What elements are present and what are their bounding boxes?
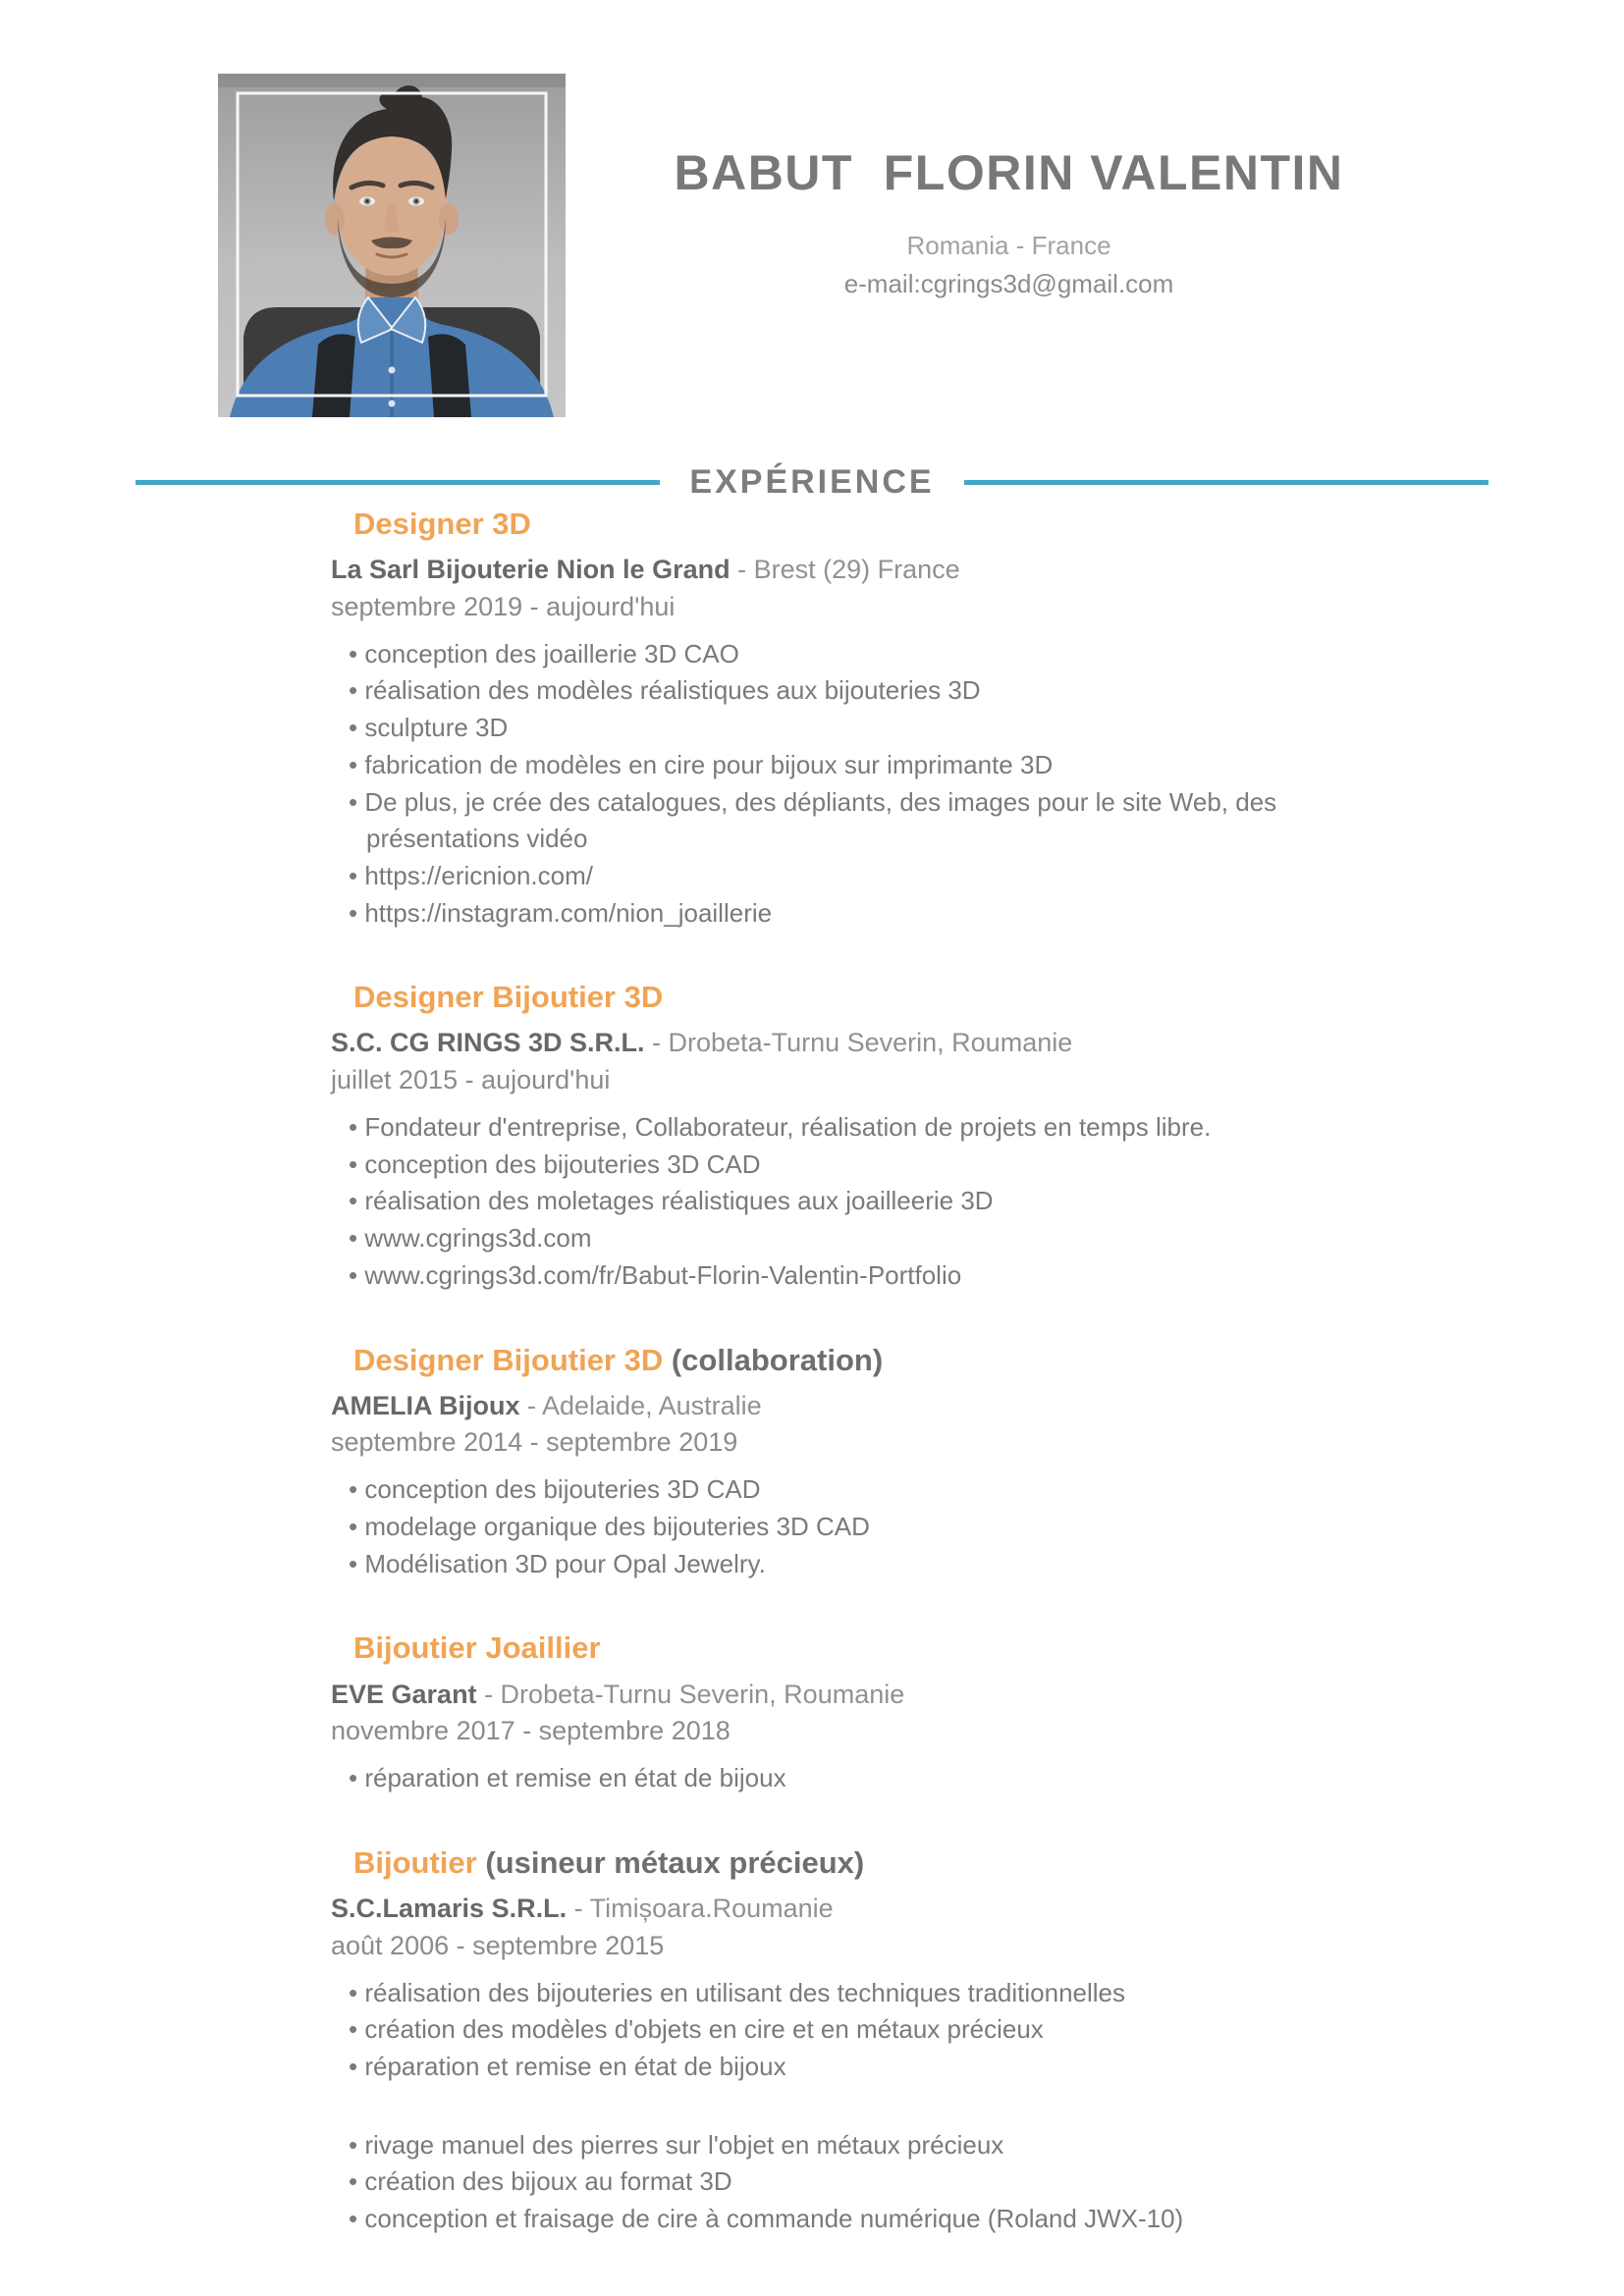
date-range: septembre 2014 - septembre 2019 <box>331 1427 738 1458</box>
company-line <box>331 1388 1524 1425</box>
bullet-item: • Modélisation 3D pour Opal Jewelry. <box>349 1546 1524 1583</box>
bullet-list <box>331 1975 1524 2086</box>
experience-section-title: EXPÉRIENCE <box>689 463 935 501</box>
bullet-item: • modelage organique des bijouteries 3D CAD <box>349 1509 1524 1546</box>
job-section <box>331 979 1524 1294</box>
company-line <box>331 1677 1524 1714</box>
job-title <box>353 1629 1524 1666</box>
email-text: e-mail:cgrings3d@gmail.com <box>843 269 1174 299</box>
bullet-list-extra <box>331 2127 1524 2238</box>
company-line <box>331 1025 1524 1062</box>
job-title-text: Bijoutier Joaillier <box>353 1630 601 1666</box>
candidate-name: BABUT FLORIN VALENTIN <box>674 145 1344 200</box>
bullet-item-link: • www.cgrings3d.com <box>349 1220 1524 1257</box>
divider-line-left <box>135 480 660 485</box>
experience-divider <box>135 463 1489 502</box>
company-location: - Adelaide, Australie <box>519 1390 762 1420</box>
header-block <box>643 145 1375 301</box>
job-title <box>353 1342 1524 1378</box>
company-location: - Brest (29) France <box>730 555 960 585</box>
bullet-item: • conception et fraisage de cire à commande numérique (Roland JWX-10) <box>349 2201 1524 2238</box>
bullet-item: • De plus, je crée des catalogues, des dépliants, des images pour le site Web, des présentations vidéo <box>349 784 1330 858</box>
bullet-list <box>331 1760 1524 1797</box>
bullet-item: • Fondateur d'entreprise, Collaborateur, réalisation de projets en temps libre. <box>349 1109 1524 1147</box>
bullet-list <box>331 636 1330 933</box>
job-title <box>353 1844 1524 1881</box>
company-name: EVE Garant <box>331 1679 477 1709</box>
bullet-item-link: • www.cgrings3d.com/fr/Babut-Florin-Valentin-Portfolio <box>349 1257 1524 1295</box>
experience-content <box>331 506 1524 2285</box>
job-section <box>331 1844 1524 2238</box>
company-line <box>331 552 1524 589</box>
date-range: juillet 2015 - aujourd'hui <box>331 1065 611 1095</box>
bullet-item: • réparation et remise en état de bijoux <box>349 2049 1524 2086</box>
company-location: - Drobeta-Turnu Severin, Roumanie <box>644 1028 1073 1058</box>
job-section <box>331 1629 1524 1796</box>
bullet-item: • création des modèles d'objets en cire et en métaux précieux <box>349 2011 1524 2049</box>
location-text: Romania - France <box>906 230 1111 260</box>
job-title-text: Designer Bijoutier 3D <box>353 980 664 1015</box>
job-title-text: Designer Bijoutier 3D <box>353 1342 664 1377</box>
bullet-list <box>331 1471 1524 1582</box>
bullet-item: • sculpture 3D <box>349 710 1330 747</box>
job-title-suffix: (usineur métaux précieux) <box>476 1844 865 1880</box>
company-name: La Sarl Bijouterie Nion le Grand <box>331 555 731 585</box>
bullet-item-link: • https://instagram.com/nion_joaillerie <box>349 895 1330 933</box>
company-location: - Drobeta-Turnu Severin, Roumanie <box>476 1679 905 1709</box>
portrait-illustration <box>218 74 566 417</box>
job-section <box>331 506 1524 932</box>
bullet-item-link: • https://ericnion.com/ <box>349 858 1330 895</box>
job-title <box>353 506 1524 542</box>
job-title-text: Designer 3D <box>353 507 531 541</box>
bullet-item: • fabrication de modèles en cire pour bijoux sur imprimante 3D <box>349 747 1330 784</box>
job-section <box>331 1342 1524 1583</box>
bullet-item: • réalisation des bijouteries en utilisant des techniques traditionnelles <box>349 1975 1524 2012</box>
bullet-item: • réalisation des modèles réalistiques aux bijouteries 3D <box>349 672 1330 710</box>
bullet-item: • rivage manuel des pierres sur l'objet en métaux précieux <box>349 2127 1524 2164</box>
date-range: novembre 2017 - septembre 2018 <box>331 1716 731 1746</box>
company-location: - Timișoara.Roumanie <box>567 1894 834 1923</box>
bullet-item: • conception des joaillerie 3D CAO <box>349 636 1330 673</box>
bullet-item: • réalisation des moletages réalistiques aux joailleerie 3D <box>349 1183 1524 1220</box>
company-name: S.C. CG RINGS 3D S.R.L. <box>331 1028 645 1058</box>
bullet-list <box>331 1109 1524 1294</box>
bullet-item: • conception des bijouteries 3D CAD <box>349 1147 1524 1184</box>
company-name: AMELIA Bijoux <box>331 1390 520 1420</box>
bullet-item: • réparation et remise en état de bijoux <box>349 1760 1524 1797</box>
job-title-text: Bijoutier <box>353 1844 477 1880</box>
job-title <box>353 979 1524 1015</box>
company-line <box>331 1891 1524 1928</box>
company-name: S.C.Lamaris S.R.L. <box>331 1894 568 1923</box>
bullet-item: • conception des bijouteries 3D CAD <box>349 1471 1524 1509</box>
bullet-item: • création des bijoux au format 3D <box>349 2163 1524 2201</box>
divider-line-right <box>964 480 1489 485</box>
job-title-suffix: (collaboration) <box>663 1342 884 1377</box>
date-range: août 2006 - septembre 2015 <box>331 1930 665 1960</box>
date-range: septembre 2019 - aujourd'hui <box>331 591 676 621</box>
profile-photo <box>218 74 566 417</box>
